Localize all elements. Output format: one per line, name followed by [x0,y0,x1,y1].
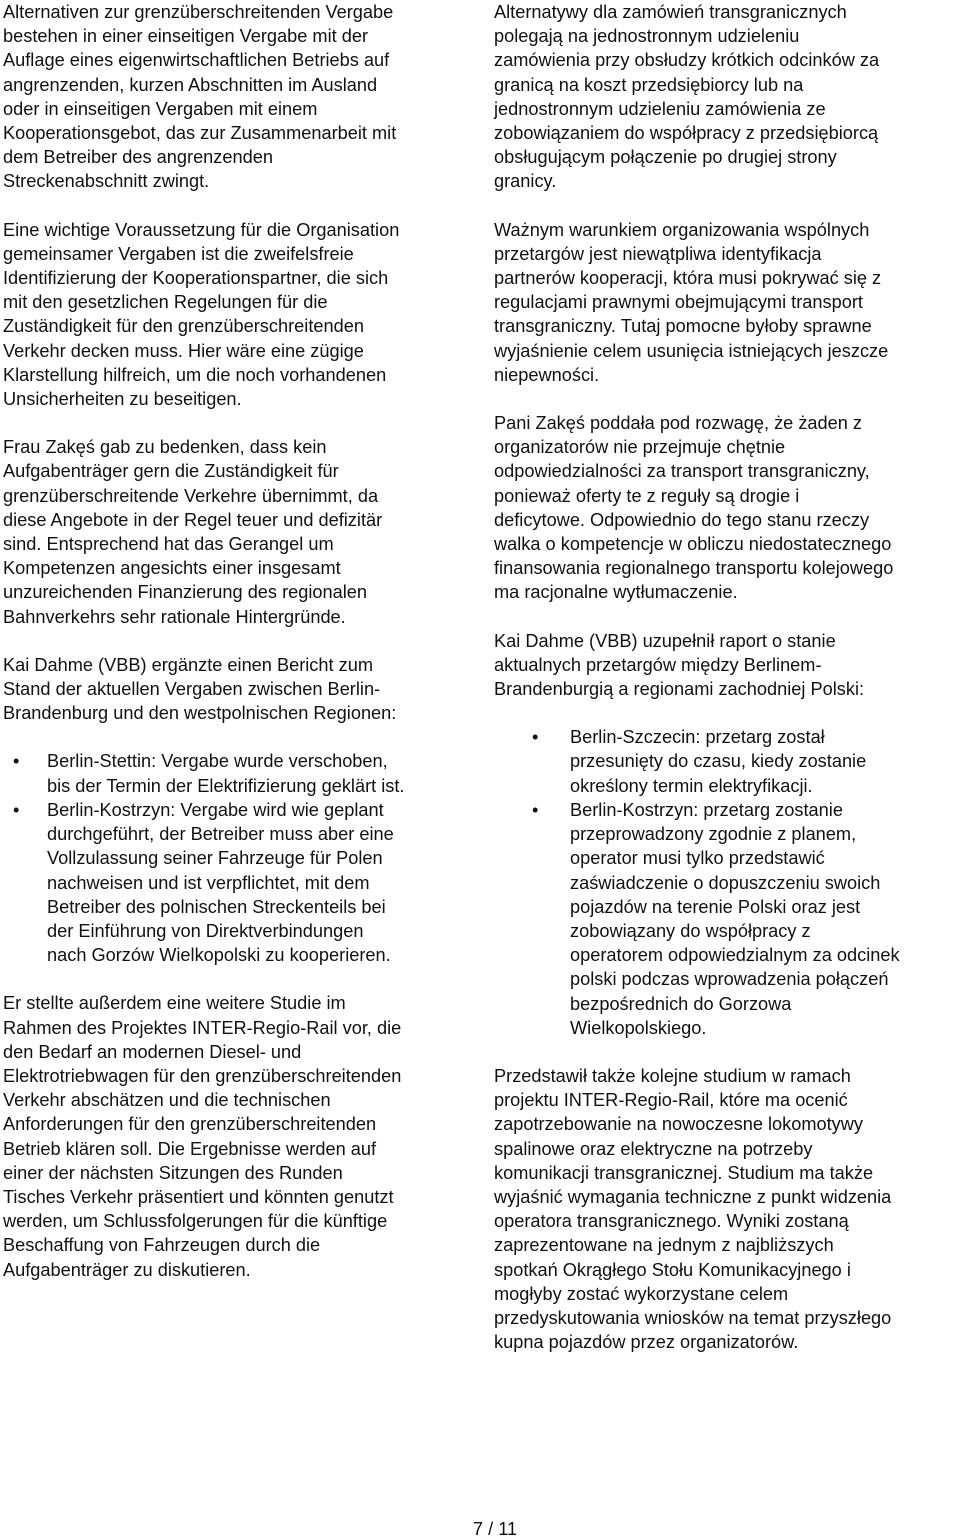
paragraph-study: Przedstawił także kolejne studium w ramach projektu INTER-Regio-Rail, które ma ocenić zapotrzebowanie na nowoczesne lokomotywy spalinowe oraz elektryczne na potrzeby komunikacji transgranicznej. Studium ma także wyjaśnić wymagania techniczne z punkt widzenia operatora transgranicznego. Wyniki zostaną zaprezentowane na jednym z najbliższych spotkań Okrągłego Stołu Komunikacyjnego i mogłyby zostać wykorzystane celem przedyskutowania wniosków na temat przyszłego kupna pojazdów przez organizatorów. [494,1065,892,1353]
paragraph-prerequisite: Eine wichtige Voraussetzung für die Organisation gemeinsamer Vergaben ist die zweifelsfreie Identifizierung der Kooperationspartner, die sich mit den gesetzlichen Regelungen für die Zuständigkeit für den grenzüberschreitenden Verkehr decken muss. Hier wäre eine zügige Klarstellung hilfreich, um die noch vorhandenen Unsicherheiten zu beseitigen. [3,219,400,410]
paragraph-prerequisite: Ważnym warunkiem organizowania wspólnych przetargów jest niewątpliwa identyfikacja partnerów kooperacji, która musi pokrywać się z regulacjami prawnymi obejmującymi transport transgraniczny. Tutaj pomocne byłoby sprawne wyjaśnienie celem usunięcia istniejących jeszcze niepewności. [494,219,889,385]
bullet-icon: • [13,751,20,772]
german-column [3,0,475,1306]
bullet-icon: • [532,727,539,748]
paragraph-study: Er stellte außerdem eine weitere Studie im Rahmen des Projektes INTER-Regio-Rail vor, die den Bedarf an modernen Diesel- und Elektrotriebwagen für den grenzüberschreitenden Verkehr abschätzen und die technischen Anforderungen für den grenzüberschreitenden Betrieb klären soll. Die Ergebnisse werden auf einer der nächsten Sitzungen des Runden Tisches Verkehr präsentiert und könnten genutzt werden, um Schlussfolgerungen für die künftige Beschaffung von Fahrzeugen durch die Aufgabenträger zu diskutieren. [3,993,402,1280]
list-item [494,798,960,1040]
list-item-text: Berlin-Szczecin: przetarg został przesunięty do czasu, kiedy zostanie określony termin elektryfikacji. [570,727,867,796]
list-item-text: Berlin-Kostrzyn: Vergabe wird wie geplant durchgeführt, der Betreiber muss aber eine Vollzulassung seiner Fahrzeuge für Polen nachweisen und ist verpflichtet, mit dem Betreiber des polnischen Streckenteils bei der Einführung von Direktverbindungen nach Gorzów Wielkopolski zu kooperieren. [47,799,394,966]
paragraph-dahme-report: Kai Dahme (VBB) uzupełnił raport o stanie aktualnych przetargów między Berlinem- Brandenburgią a regionami zachodniej Polski: [494,630,865,700]
list-item-text: Berlin-Stettin: Vergabe wurde verschoben, bis der Termin der Elektrifizierung geklärt ist. [47,751,405,796]
list-item [3,798,475,967]
page-number: 7 / 11 [472,1519,518,1539]
bullet-list [3,749,475,967]
polish-column [494,0,960,1378]
list-item [494,725,960,798]
bullet-icon: • [532,799,539,820]
bullet-list [494,725,960,1040]
paragraph-zakes: Frau Zakęś gab zu bedenken, dass kein Aufgabenträger gern die Zuständigkeit für grenzüberschreitende Verkehre übernimmt, da diese Angebote in der Regel teuer und defizitär sind. Entsprechend hat das Gerangel um Kompetenzen angesichts einer insgesamt unzureichenden Finanzierung des regionalen Bahnverkehrs sehr rationale Hintergründe. [3,437,383,627]
list-item [3,749,475,797]
paragraph-zakes: Pani Zakęś poddała pod rozwagę, że żaden z organizatorów nie przejmuje chętnie odpowiedzialności za transport transgraniczny, ponieważ oferty te z reguły są drogie i deficytowe. Odpowiednio do tego stanu rzeczy walka o kompetencje w obliczu niedostatecznego finansowania regionalnego transportu kolejowego ma racjonalne wytłumaczenie. [494,413,894,603]
paragraph-alternatives: Alternatywy dla zamówień transgranicznych polegają na jednostronnym udzieleniu zamówienia przy obsłudzy krótkich odcinków za granicą na koszt przedsiębiorcy lub na jednostronnym udzieleniu zamówienia ze zobowiązaniem do współpracy z przedsiębiorcą obsługującym połączenie po drugiej strony granicy. [494,2,880,192]
paragraph-dahme-report: Kai Dahme (VBB) ergänzte einen Bericht zum Stand der aktuellen Vergaben zwischen Berlin- Brandenburg und den westpolnischen Regionen: [3,654,397,724]
list-item-text: Berlin-Kostrzyn: przetarg zostanie przeprowadzony zgodnie z planem, operator musi tylko przedstawić zaświadczenie o dopuszczeniu swoich pojazdów na terenie Polski oraz jest zobowiązany do współpracy z operatorem odpowiedzialnym za odcinek polski podczas wprowadzenia połączeń bezpośrednich do Gorzowa Wielkopolskiego. [570,799,900,1038]
paragraph-alternatives: Alternativen zur grenzüberschreitenden Vergabe bestehen in einer einseitigen Vergabe mit der Auflage eines eigenwirtschaftlichen Betriebs auf angrenzenden, kurzen Abschnitten im Ausland oder in einseitigen Vergaben mit einem Kooperationsgebot, das zur Zusammenarbeit mit dem Betreiber des angrenzenden Streckenabschnitt zwingt. [3,2,397,192]
bullet-icon: • [13,799,20,820]
